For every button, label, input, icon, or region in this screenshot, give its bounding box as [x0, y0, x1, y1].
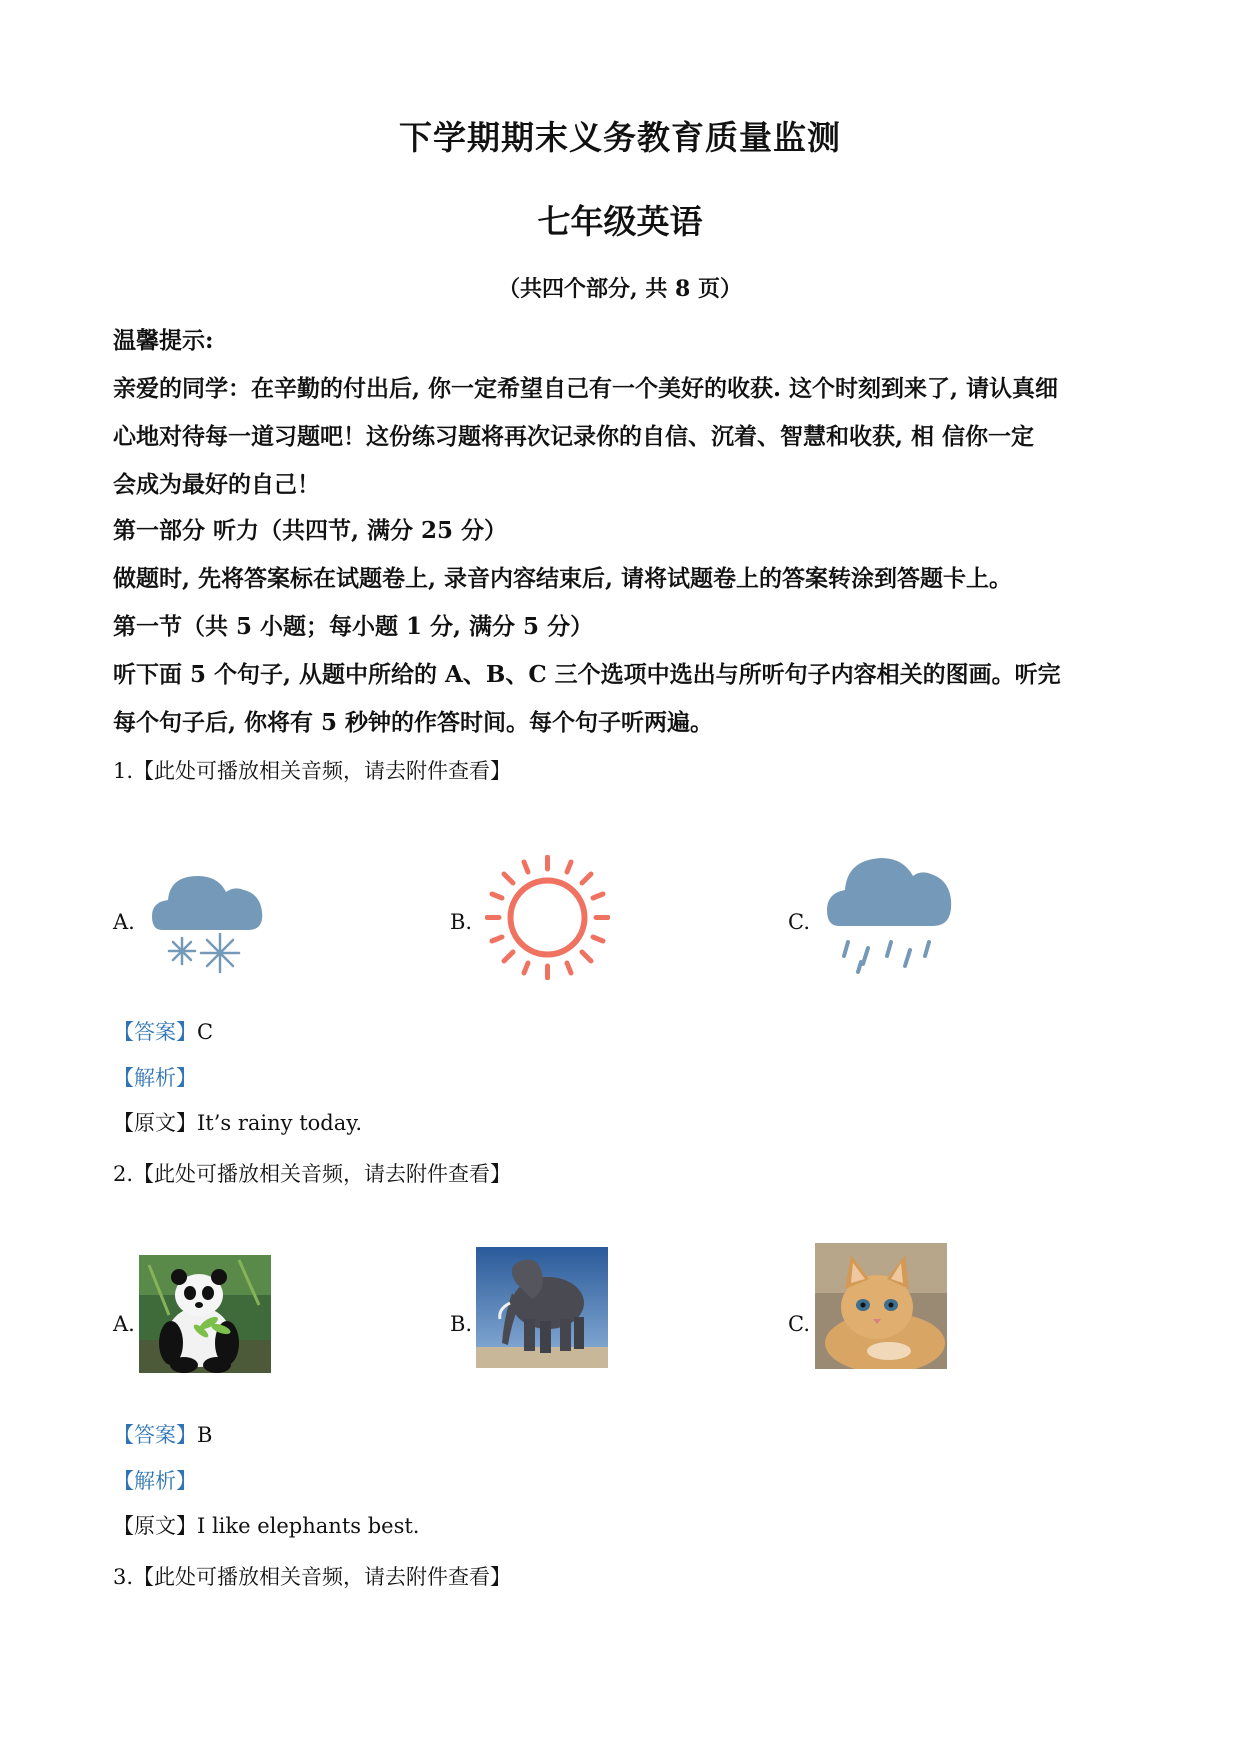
question-number: 3. [113, 1565, 134, 1589]
q1-option-c-label: C. [788, 910, 810, 934]
question-3 [113, 1561, 511, 1591]
tip-line-1: 亲爱的同学：在辛勤的付出后, 你一定希望自己有一个美好的收获. 这个时刻到来了, 请认真细 [113, 375, 1059, 402]
q2-original [113, 1510, 419, 1540]
section1-title: 第一节（共 5 小题；每小题 1 分, 满分 5 分） [113, 613, 594, 640]
question-1 [113, 755, 511, 785]
section1-instruction-1: 听下面 5 个句子, 从题中所给的 A、B、C 三个选项中选出与所听句子内容相关的图画。听完 [113, 661, 1061, 688]
answer-value: C [197, 1020, 214, 1044]
original-tag: 【原文】 [113, 1514, 197, 1538]
tip-line-2: 心地对待每一道习题吧！这份练习题将再次记录你的自信、沉着、智慧和收获, 相 信你一定 [113, 423, 1035, 450]
q1-answer [113, 1016, 213, 1046]
original-text: I like elephants best. [197, 1514, 420, 1538]
question-2 [113, 1158, 511, 1188]
q1-option-b-label: B. [450, 910, 473, 934]
answer-tag: 【答案】 [113, 1423, 197, 1447]
q1-analysis-tag: 【解析】 [113, 1066, 197, 1090]
original-text: It’s rainy today. [197, 1111, 362, 1135]
tip-line-3: 会成为最好的自己！ [113, 471, 320, 498]
q2-answer [113, 1419, 212, 1449]
q2-analysis-tag: 【解析】 [113, 1469, 197, 1493]
q2-option-c-label: C. [788, 1312, 810, 1336]
answer-tag: 【答案】 [113, 1020, 197, 1044]
section1-instruction-2: 每个句子后, 你将有 5 秒钟的作答时间。每个句子听两遍。 [113, 709, 714, 736]
part1-instruction: 做题时, 先将答案标在试题卷上, 录音内容结束后, 请将试题卷上的答案转涂到答题卡上。 [113, 565, 1013, 592]
audio-note[interactable]: 【此处可播放相关音频，请去附件查看】 [133, 1565, 512, 1589]
audio-note[interactable]: 【此处可播放相关音频，请去附件查看】 [133, 759, 512, 783]
snow-cloud-icon[interactable] [150, 858, 270, 978]
pages-note: （共四个部分, 共 8 页） [498, 276, 742, 302]
q2-option-a-label: A. [113, 1312, 135, 1336]
question-number: 2. [113, 1162, 134, 1186]
kitten-photo[interactable] [815, 1243, 947, 1369]
answer-value: B [197, 1423, 213, 1447]
audio-note[interactable]: 【此处可播放相关音频，请去附件查看】 [133, 1162, 512, 1186]
original-tag: 【原文】 [113, 1111, 197, 1135]
exam-subtitle: 七年级英语 [537, 202, 703, 241]
rain-cloud-icon[interactable] [825, 838, 955, 978]
exam-title: 下学期期末义务教育质量监测 [399, 118, 841, 157]
panda-photo[interactable] [139, 1255, 271, 1373]
q2-option-b-label: B. [450, 1312, 473, 1336]
q1-option-a-label: A. [113, 910, 135, 934]
part1-title: 第一部分 听力（共四节, 满分 25 分） [113, 517, 508, 544]
question-number: 1. [113, 759, 134, 783]
elephant-photo[interactable] [476, 1247, 608, 1368]
sun-icon[interactable] [485, 855, 610, 980]
q1-original [113, 1107, 362, 1137]
tip-label: 温馨提示: [113, 327, 214, 354]
